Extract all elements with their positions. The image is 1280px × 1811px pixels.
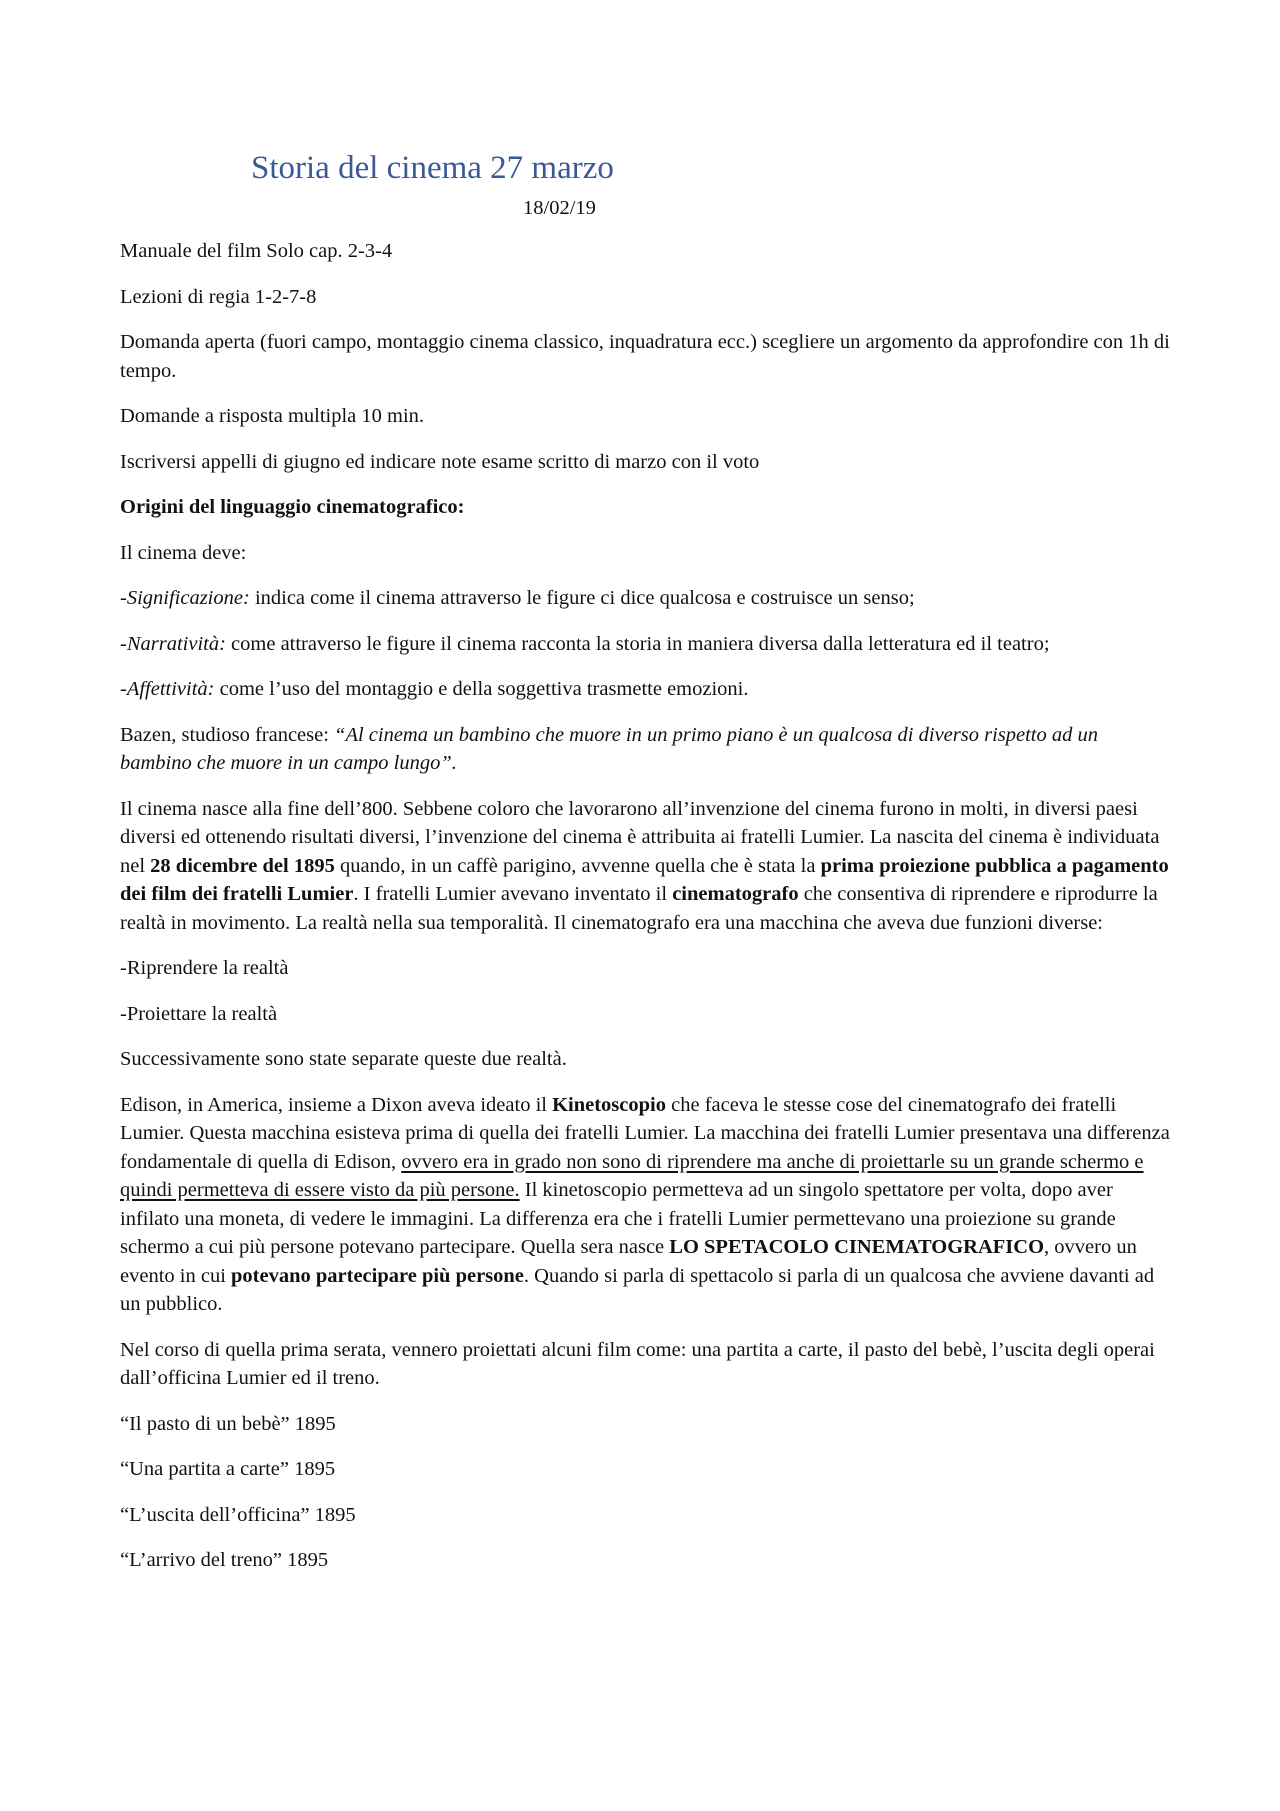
text-run: Edison, in America, insieme a Dixon aveva ideato il: [120, 1093, 553, 1116]
underlined-run: ovvero era in grado non sono di riprendere ma anche di proiettarle su un grande schermo e quindi permetteva di essere visto da più persone.: [120, 1150, 1144, 1201]
paragraph-manuale: Manuale del film Solo cap. 2-3-4: [120, 240, 393, 262]
bazen-quote: “Al cinema un bambino che muore in un primo piano è un qualcosa di diverso rispetto ad un bambino che muore in un campo lungo”.: [120, 723, 1098, 774]
paragraph-lezioni: Lezioni di regia 1-2-7-8: [120, 285, 317, 308]
list-item-affettivita: [120, 675, 1170, 704]
paragraph-appelli: Iscriversi appelli di giugno ed indicare note esame scritto di marzo con il voto: [120, 450, 760, 473]
bazen-intro: Bazen, studioso francese:: [120, 723, 335, 746]
list-item-significazione: [120, 584, 1170, 613]
text-run: , ovvero un evento in cui: [120, 1236, 1137, 1287]
text-run: che consentiva di riprendere e riprodurre la realtà in movimento. La realtà nella sua temporalità. Il cinematografo era una macchina che aveva due funzioni diverse:: [120, 883, 1158, 934]
paragraph-origini: [120, 795, 1170, 938]
paragraph-cinema-deve: Il cinema deve:: [120, 541, 247, 564]
document-title: Storia del cinema 27 marzo: [251, 150, 614, 186]
list-text: indica come il cinema attraverso le figure ci dice qualcosa e costruisce un senso;: [249, 587, 915, 609]
bold-run: Kinetoscopio: [552, 1093, 666, 1116]
film-item: “Una partita a carte” 1895: [120, 1458, 336, 1480]
text-run: . I fratelli Lumier avevano inventato il: [353, 883, 673, 905]
paragraph-domande-multiple: Domande a risposta multipla 10 min.: [120, 405, 425, 427]
bold-run: LO SPETACOLO CINEMATOGRAFICO: [669, 1236, 1045, 1258]
list-term: -Narratività:: [120, 632, 226, 655]
document-body: [120, 237, 1170, 1592]
text-run: Il kinetoscopio permetteva ad un singolo spettatore per volta, dopo aver infilato una moneta, di vedere le immagini. La differenza era che i fratelli Lumier permettevano una proiezione su grande schermo a cui più persone potevano partecipare. Quella sera nasce: [120, 1179, 1116, 1258]
list-item-narrativita: [120, 630, 1170, 659]
section-heading: [120, 493, 1170, 522]
list-term: -Affettività:: [120, 678, 215, 700]
bold-run: cinematografo: [672, 883, 799, 905]
section-heading-text: Origini del linguaggio cinematografico:: [120, 496, 465, 518]
paragraph-bazen: [120, 721, 1170, 778]
paragraph-edison: [120, 1091, 1170, 1319]
text-run: quando, in un caffè parigino, avvenne quella che è stata la: [334, 854, 821, 877]
bold-run: potevano partecipare più persone: [231, 1264, 524, 1287]
text-run: . Quando si parla di spettacolo si parla di un qualcosa che avviene davanti ad un pubblico.: [120, 1264, 1155, 1315]
text-run: che faceva le stesse cose del cinematografo dei fratelli Lumier. Questa macchina esisteva prima di quella dei fratelli Lumier. La macchina dei fratelli Lumier presentava una differenza fondamentale di quella di Edison,: [120, 1093, 1170, 1173]
list-text: come l’uso del montaggio e della soggettiva trasmette emozioni.: [214, 678, 749, 700]
film-item: “L’uscita dell’officina” 1895: [120, 1503, 356, 1526]
bold-run: 28 dicembre del 1895: [150, 854, 335, 877]
list-item-riprendere: -Riprendere la realtà: [120, 957, 289, 979]
paragraph-separate: Successivamente sono state separate queste due realtà.: [120, 1048, 567, 1070]
list-item-proiettare: -Proiettare la realtà: [120, 1002, 278, 1025]
document-date: 18/02/19: [523, 197, 596, 219]
film-item: “L’arrivo del treno” 1895: [120, 1549, 329, 1571]
text-run: Il cinema nasce alla fine dell’800. Sebbene coloro che lavorarono all’invenzione del cinema furono in molti, in diversi paesi diversi ed ottenendo risultati diversi, l’invenzione del cinema è attribuita ai fratelli Lumier. La nascita del cinema è individuata nel: [120, 797, 1160, 877]
list-term: -Significazione:: [120, 587, 250, 609]
paragraph-prima-serata: Nel corso di quella prima serata, vennero proiettati alcuni film come: una partita a carte, il pasto del bebè, l’uscita degli operai dall’officina Lumier ed il treno.: [120, 1338, 1155, 1389]
paragraph-domanda-aperta: Domanda aperta (fuori campo, montaggio cinema classico, inquadratura ecc.) scegliere un argomento da approfondire con 1h di tempo.: [120, 331, 1170, 382]
list-text: come attraverso le figure il cinema racconta la storia in maniera diversa dalla letteratura ed il teatro;: [225, 632, 1050, 655]
bold-run: prima proiezione pubblica a pagamento dei film dei fratelli Lumier: [120, 854, 1169, 905]
film-item: “Il pasto di un bebè” 1895: [120, 1412, 336, 1435]
